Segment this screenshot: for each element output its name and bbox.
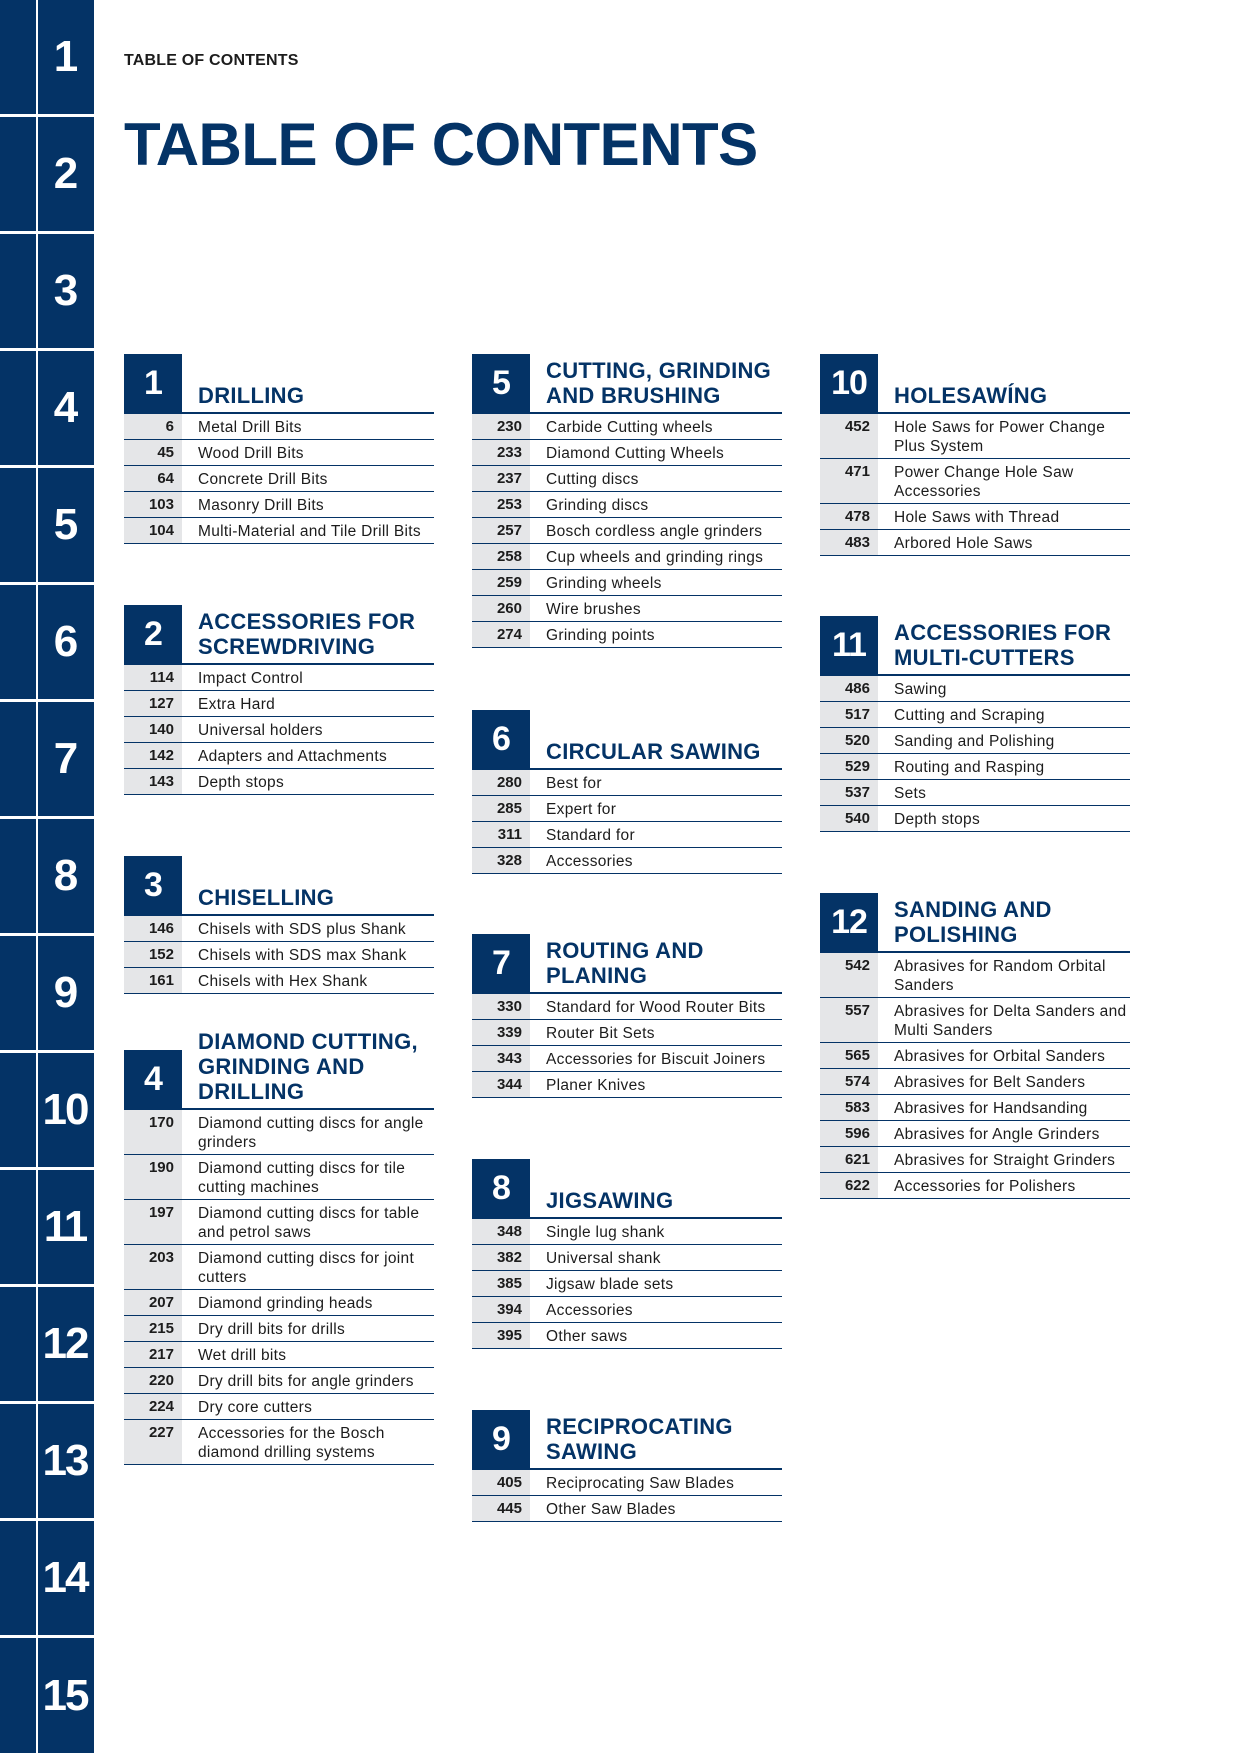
section-header[interactable] — [124, 605, 434, 665]
toc-entry[interactable] — [820, 414, 1130, 459]
toc-entry[interactable] — [820, 530, 1130, 556]
toc-entry-title: Sanding and Polishing — [894, 733, 1055, 750]
toc-entry-page-number: 520 — [820, 728, 878, 753]
toc-entry[interactable] — [124, 1155, 434, 1200]
toc-entry-title: Diamond cutting discs for tile cutting machines — [198, 1160, 406, 1196]
toc-entry-title: Masonry Drill Bits — [198, 497, 324, 514]
toc-entry-title: Multi-Material and Tile Drill Bits — [198, 523, 421, 540]
toc-entry-page-number: 343 — [472, 1046, 530, 1071]
section-title: HOLESAWÍNG — [894, 383, 1048, 408]
toc-section-multi-cutters — [820, 616, 1130, 832]
section-header[interactable] — [124, 1029, 434, 1110]
toc-entry-page-number: 621 — [820, 1147, 878, 1172]
section-title: ACCESSORIES FOR SCREWDRIVING — [198, 609, 416, 659]
toc-entry[interactable] — [820, 1069, 1130, 1095]
toc-entry-page-number: 542 — [820, 953, 878, 997]
toc-entry-title: Hole Saws with Thread — [894, 509, 1060, 526]
toc-entry-title: Planer Knives — [546, 1077, 646, 1094]
toc-entry-page-number: 339 — [472, 1020, 530, 1045]
chapter-tab-number: 11 — [43, 1202, 87, 1251]
toc-entry-page-number: 104 — [124, 518, 182, 543]
toc-entry-page-number: 190 — [124, 1155, 182, 1199]
toc-entry-title: Cutting and Scraping — [894, 707, 1045, 724]
section-title: CUTTING, GRINDING AND BRUSHING — [546, 358, 772, 408]
toc-entry-title: Dry core cutters — [198, 1399, 313, 1416]
toc-entry[interactable] — [820, 806, 1130, 832]
toc-entry-page-number: 142 — [124, 743, 182, 768]
toc-entry-page-number: 471 — [820, 459, 878, 503]
section-number: 6 — [472, 710, 530, 768]
toc-entry-page-number: 330 — [472, 994, 530, 1019]
chapter-tab-number: 4 — [53, 383, 77, 432]
toc-entry[interactable] — [124, 769, 434, 795]
toc-entry-page-number: 6 — [124, 414, 182, 439]
toc-entry[interactable] — [472, 544, 782, 570]
toc-entry[interactable] — [820, 702, 1130, 728]
chapter-tab[interactable] — [0, 1404, 94, 1518]
toc-entry-list — [124, 414, 434, 544]
toc-entry-page-number: 103 — [124, 492, 182, 517]
toc-entry-page-number: 348 — [472, 1219, 530, 1244]
toc-entry-page-number: 170 — [124, 1110, 182, 1154]
toc-entry-title: Bosch cordless angle grinders — [546, 523, 763, 540]
toc-entry[interactable] — [472, 518, 782, 544]
toc-entry-page-number: 565 — [820, 1043, 878, 1068]
toc-entry-title: Jigsaw blade sets — [546, 1276, 674, 1293]
toc-entry[interactable] — [472, 1020, 782, 1046]
section-title: RECIPROCATING SAWING — [546, 1414, 733, 1464]
toc-entry-title: Adapters and Attachments — [198, 748, 388, 765]
section-header[interactable] — [820, 354, 1130, 414]
toc-entry[interactable] — [820, 728, 1130, 754]
toc-entry-title: Arbored Hole Saws — [894, 535, 1033, 552]
chapter-tab[interactable] — [0, 351, 94, 465]
section-number: 10 — [820, 354, 878, 412]
chapter-tab-number: 12 — [42, 1319, 88, 1368]
toc-entry-title: Other saws — [546, 1328, 628, 1345]
toc-entry[interactable] — [124, 1110, 434, 1155]
chapter-tab[interactable] — [0, 936, 94, 1050]
toc-entry-page-number: 596 — [820, 1121, 878, 1146]
toc-entry-title: Chisels with Hex Shank — [198, 973, 368, 990]
chapter-tab-number: 15 — [42, 1670, 88, 1720]
toc-entry-page-number: 217 — [124, 1342, 182, 1367]
chapter-tab-number: 3 — [53, 266, 77, 315]
toc-entry-title: Impact Control — [198, 670, 303, 687]
toc-entry-title: Single lug shank — [546, 1224, 665, 1241]
toc-entry-page-number: 197 — [124, 1200, 182, 1244]
toc-entry-page-number: 114 — [124, 665, 182, 690]
toc-entry[interactable] — [472, 466, 782, 492]
toc-entry-page-number: 259 — [472, 570, 530, 595]
toc-section-reciprocating — [472, 1410, 782, 1522]
toc-entry[interactable] — [124, 1200, 434, 1245]
toc-entry[interactable] — [124, 916, 434, 942]
toc-entry-page-number: 483 — [820, 530, 878, 555]
toc-entry-title: Carbide Cutting wheels — [546, 419, 713, 436]
toc-entry-title: Sets — [894, 785, 927, 802]
running-head: TABLE OF CONTENTS — [124, 52, 299, 69]
toc-entry-title: Wet drill bits — [198, 1347, 287, 1364]
toc-section-diamond — [124, 1029, 434, 1465]
section-header[interactable] — [820, 893, 1130, 953]
section-header[interactable] — [472, 1159, 782, 1219]
section-number: 11 — [820, 616, 878, 674]
section-header[interactable] — [124, 856, 434, 916]
toc-entry[interactable] — [472, 1072, 782, 1098]
toc-entry-title: Dry drill bits for drills — [198, 1321, 346, 1338]
toc-entry-list — [820, 676, 1130, 832]
toc-entry-title: Diamond cutting discs for angle grinders — [198, 1115, 424, 1151]
toc-entry-page-number: 452 — [820, 414, 878, 458]
toc-entry-page-number: 311 — [472, 822, 530, 847]
toc-entry-page-number: 127 — [124, 691, 182, 716]
toc-entry[interactable] — [820, 953, 1130, 998]
toc-entry-title: Wire brushes — [546, 601, 641, 618]
toc-entry-title: Reciprocating Saw Blades — [546, 1475, 735, 1492]
toc-entry-page-number: 64 — [124, 466, 182, 491]
toc-entry[interactable] — [472, 570, 782, 596]
section-number: 1 — [124, 354, 182, 412]
toc-section-circular-sawing — [472, 710, 782, 874]
chapter-tab[interactable] — [0, 819, 94, 933]
toc-entry-page-number: 253 — [472, 492, 530, 517]
section-number: 3 — [124, 856, 182, 914]
chapter-tab-number: 5 — [53, 500, 77, 549]
toc-entry[interactable] — [124, 1245, 434, 1290]
toc-entry-page-number: 405 — [472, 1470, 530, 1495]
chapter-tab[interactable] — [0, 1170, 94, 1284]
toc-entry[interactable] — [124, 414, 434, 440]
toc-entry[interactable] — [820, 1121, 1130, 1147]
chapter-tab-number: 8 — [53, 851, 77, 900]
toc-entry-list — [472, 1470, 782, 1522]
section-number: 2 — [124, 605, 182, 663]
toc-entry[interactable] — [124, 942, 434, 968]
toc-entry-title: Cutting discs — [546, 471, 639, 488]
toc-entry-title: Extra Hard — [198, 696, 276, 713]
toc-entry-list — [472, 770, 782, 874]
toc-entry-title: Diamond grinding heads — [198, 1295, 373, 1312]
toc-entry-title: Accessories — [546, 1302, 633, 1319]
toc-section-chiselling — [124, 856, 434, 994]
toc-entry[interactable] — [124, 518, 434, 544]
toc-entry[interactable] — [820, 780, 1130, 806]
chapter-tab-number: 14 — [42, 1553, 88, 1602]
toc-entry-page-number: 274 — [472, 622, 530, 647]
toc-entry-page-number: 161 — [124, 968, 182, 993]
chapter-tab-number: 1 — [53, 32, 77, 81]
section-title: CIRCULAR SAWING — [546, 739, 761, 764]
chapter-tab-strip — [0, 0, 94, 1754]
section-header[interactable] — [820, 616, 1130, 676]
toc-entry[interactable] — [124, 743, 434, 769]
toc-entry[interactable] — [124, 492, 434, 518]
toc-entry-page-number: 583 — [820, 1095, 878, 1120]
toc-entry-title: Diamond Cutting Wheels — [546, 445, 725, 462]
chapter-tab[interactable] — [0, 1053, 94, 1167]
section-number: 4 — [124, 1050, 182, 1108]
toc-entry-list — [472, 994, 782, 1098]
toc-entry-page-number: 224 — [124, 1394, 182, 1419]
toc-entry-list — [820, 414, 1130, 556]
toc-entry[interactable] — [124, 1394, 434, 1420]
toc-entry-title: Power Change Hole Saw Accessories — [894, 464, 1074, 500]
toc-section-sanding — [820, 893, 1130, 1199]
section-header[interactable] — [472, 934, 782, 994]
toc-entry-title: Diamond cutting discs for joint cutters — [198, 1250, 415, 1286]
toc-entry-title: Depth stops — [198, 774, 285, 791]
toc-entry-title: Chisels with SDS plus Shank — [198, 921, 406, 938]
toc-entry[interactable] — [124, 466, 434, 492]
toc-entry-page-number: 529 — [820, 754, 878, 779]
toc-entry-list — [820, 953, 1130, 1199]
toc-entry-title: Universal holders — [198, 722, 323, 739]
toc-entry[interactable] — [124, 968, 434, 994]
chapter-tab-number: 6 — [53, 617, 77, 666]
chapter-tab[interactable] — [0, 0, 94, 114]
chapter-tab[interactable] — [0, 702, 94, 816]
toc-entry-title: Universal shank — [546, 1250, 661, 1267]
toc-entry[interactable] — [472, 1245, 782, 1271]
toc-entry-title: Routing and Rasping — [894, 759, 1045, 776]
page-title: TABLE OF CONTENTS — [124, 111, 758, 178]
toc-entry-title: Chisels with SDS max Shank — [198, 947, 407, 964]
toc-section-jigsawing — [472, 1159, 782, 1349]
toc-entry[interactable] — [472, 1297, 782, 1323]
toc-entry-page-number: 203 — [124, 1245, 182, 1289]
toc-entry-page-number: 540 — [820, 806, 878, 831]
toc-entry[interactable] — [472, 848, 782, 874]
toc-entry[interactable] — [820, 1043, 1130, 1069]
toc-entry-page-number: 152 — [124, 942, 182, 967]
toc-entry-title: Accessories for Polishers — [894, 1178, 1076, 1195]
toc-entry-page-number: 257 — [472, 518, 530, 543]
toc-entry[interactable] — [124, 1420, 434, 1465]
toc-entry[interactable] — [124, 1342, 434, 1368]
toc-entry[interactable] — [472, 492, 782, 518]
section-number: 5 — [472, 354, 530, 412]
toc-entry[interactable] — [124, 1316, 434, 1342]
toc-entry[interactable] — [472, 596, 782, 622]
toc-entry[interactable] — [472, 440, 782, 466]
toc-entry-list — [124, 1110, 434, 1465]
toc-entry[interactable] — [124, 717, 434, 743]
toc-entry-page-number: 233 — [472, 440, 530, 465]
section-number: 12 — [820, 893, 878, 951]
toc-section-screwdriving — [124, 605, 434, 795]
toc-entry[interactable] — [124, 1368, 434, 1394]
section-header[interactable] — [124, 354, 434, 414]
section-title: DIAMOND CUTTING, GRINDING AND DRILLING — [198, 1029, 418, 1104]
chapter-tab[interactable] — [0, 468, 94, 582]
toc-entry-title: Accessories for the Bosch diamond drilling systems — [198, 1425, 385, 1461]
chapter-tab-number: 7 — [53, 734, 77, 783]
toc-entry-title: Other Saw Blades — [546, 1501, 676, 1518]
toc-entry-page-number: 146 — [124, 916, 182, 941]
toc-entry-title: Abrasives for Angle Grinders — [894, 1126, 1100, 1143]
chapter-tab-number: 13 — [42, 1436, 88, 1485]
toc-entry-title: Accessories for Biscuit Joiners — [546, 1051, 766, 1068]
toc-entry[interactable] — [820, 676, 1130, 702]
toc-entry[interactable] — [124, 440, 434, 466]
toc-entry-title: Grinding points — [546, 627, 655, 644]
toc-entry[interactable] — [472, 994, 782, 1020]
toc-entry-page-number: 328 — [472, 848, 530, 873]
toc-entry[interactable] — [472, 1219, 782, 1245]
toc-entry-page-number: 445 — [472, 1496, 530, 1521]
toc-entry-page-number: 230 — [472, 414, 530, 439]
toc-entry[interactable] — [820, 1173, 1130, 1199]
section-header[interactable] — [472, 1410, 782, 1470]
toc-entry-page-number: 622 — [820, 1173, 878, 1198]
toc-entry-page-number: 258 — [472, 544, 530, 569]
toc-entry[interactable] — [820, 504, 1130, 530]
toc-entry-title: Concrete Drill Bits — [198, 471, 328, 488]
toc-entry[interactable] — [472, 770, 782, 796]
toc-entry[interactable] — [820, 1095, 1130, 1121]
toc-entry-title: Abrasives for Delta Sanders and Multi Sanders — [894, 1003, 1127, 1039]
toc-entry-title: Sawing — [894, 681, 947, 698]
toc-entry-title: Hole Saws for Power Change Plus System — [894, 419, 1106, 455]
toc-entry-page-number: 478 — [820, 504, 878, 529]
section-title: ACCESSORIES FOR MULTI-CUTTERS — [894, 620, 1112, 670]
toc-section-drilling — [124, 354, 434, 544]
toc-entry-page-number: 260 — [472, 596, 530, 621]
toc-entry[interactable] — [472, 1470, 782, 1496]
toc-entry-page-number: 385 — [472, 1271, 530, 1296]
toc-entry-title: Grinding wheels — [546, 575, 662, 592]
toc-entry[interactable] — [820, 459, 1130, 504]
toc-entry-page-number: 143 — [124, 769, 182, 794]
section-title: DRILLING — [198, 383, 305, 408]
toc-entry-title: Cup wheels and grinding rings — [546, 549, 764, 566]
toc-entry-title: Standard for — [546, 827, 635, 844]
toc-entry-page-number: 237 — [472, 466, 530, 491]
section-number: 7 — [472, 934, 530, 992]
toc-entry[interactable] — [472, 622, 782, 648]
toc-entry-page-number: 280 — [472, 770, 530, 795]
toc-entry-title: Diamond cutting discs for table and petrol saws — [198, 1205, 420, 1241]
toc-entry-title: Accessories — [546, 853, 633, 870]
toc-entry-page-number: 486 — [820, 676, 878, 701]
toc-entry[interactable] — [124, 665, 434, 691]
toc-entry[interactable] — [124, 1290, 434, 1316]
toc-section-cutting — [472, 354, 782, 648]
toc-section-holesawing — [820, 354, 1130, 556]
toc-entry-list — [472, 414, 782, 648]
toc-entry-page-number: 395 — [472, 1323, 530, 1348]
toc-entry[interactable] — [472, 1046, 782, 1072]
chapter-tab[interactable] — [0, 1287, 94, 1401]
toc-entry-title: Metal Drill Bits — [198, 419, 302, 436]
toc-entry[interactable] — [820, 754, 1130, 780]
toc-entry-title: Abrasives for Random Orbital Sanders — [894, 958, 1106, 994]
toc-entry-page-number: 537 — [820, 780, 878, 805]
section-title: CHISELLING — [198, 885, 335, 910]
toc-section-routing — [472, 934, 782, 1098]
toc-entry-page-number: 285 — [472, 796, 530, 821]
toc-entry[interactable] — [472, 796, 782, 822]
toc-entry-page-number: 557 — [820, 998, 878, 1042]
toc-entry-page-number: 344 — [472, 1072, 530, 1097]
toc-entry-page-number: 227 — [124, 1420, 182, 1464]
toc-entry-title: Router Bit Sets — [546, 1025, 655, 1042]
toc-entry-list — [472, 1219, 782, 1349]
toc-entry-page-number: 382 — [472, 1245, 530, 1270]
toc-entry-title: Dry drill bits for angle grinders — [198, 1373, 414, 1390]
section-number: 8 — [472, 1159, 530, 1217]
section-header[interactable] — [472, 710, 782, 770]
toc-entry-title: Abrasives for Belt Sanders — [894, 1074, 1086, 1091]
chapter-tab[interactable] — [0, 1521, 94, 1635]
toc-entry-title: Best for — [546, 775, 602, 792]
toc-entry-title: Depth stops — [894, 811, 981, 828]
toc-entry-title: Abrasives for Orbital Sanders — [894, 1048, 1106, 1065]
chapter-tab-number: 9 — [53, 968, 77, 1017]
chapter-tab[interactable] — [0, 234, 94, 348]
chapter-tab[interactable] — [0, 1638, 94, 1753]
toc-entry[interactable] — [472, 822, 782, 848]
toc-entry[interactable] — [820, 1147, 1130, 1173]
toc-entry-page-number: 220 — [124, 1368, 182, 1393]
section-title: SANDING AND POLISHING — [894, 897, 1052, 947]
toc-entry[interactable] — [472, 414, 782, 440]
toc-entry-title: Expert for — [546, 801, 617, 818]
toc-entry-title: Wood Drill Bits — [198, 445, 304, 462]
toc-entry-title: Standard for Wood Router Bits — [546, 999, 766, 1016]
toc-entry-page-number: 140 — [124, 717, 182, 742]
toc-entry-page-number: 574 — [820, 1069, 878, 1094]
toc-entry[interactable] — [472, 1496, 782, 1522]
toc-entry-title: Abrasives for Straight Grinders — [894, 1152, 1116, 1169]
toc-entry-title: Abrasives for Handsanding — [894, 1100, 1088, 1117]
toc-entry[interactable] — [472, 1271, 782, 1297]
toc-entry-list — [124, 665, 434, 795]
toc-entry-list — [124, 916, 434, 994]
toc-entry[interactable] — [124, 691, 434, 717]
chapter-tab[interactable] — [0, 585, 94, 699]
toc-entry[interactable] — [820, 998, 1130, 1043]
toc-entry-page-number: 517 — [820, 702, 878, 727]
toc-entry[interactable] — [472, 1323, 782, 1349]
section-header[interactable] — [472, 354, 782, 414]
toc-entry-title: Grinding discs — [546, 497, 649, 514]
toc-entry-page-number: 207 — [124, 1290, 182, 1315]
toc-entry-page-number: 394 — [472, 1297, 530, 1322]
chapter-tab[interactable] — [0, 117, 94, 231]
toc-entry-page-number: 45 — [124, 440, 182, 465]
section-title: ROUTING AND PLANING — [546, 938, 704, 988]
section-number: 9 — [472, 1410, 530, 1468]
chapter-tab-number: 2 — [53, 149, 77, 198]
toc-entry-page-number: 215 — [124, 1316, 182, 1341]
section-title: JIGSAWING — [546, 1188, 674, 1213]
chapter-tab-number: 10 — [42, 1085, 88, 1134]
